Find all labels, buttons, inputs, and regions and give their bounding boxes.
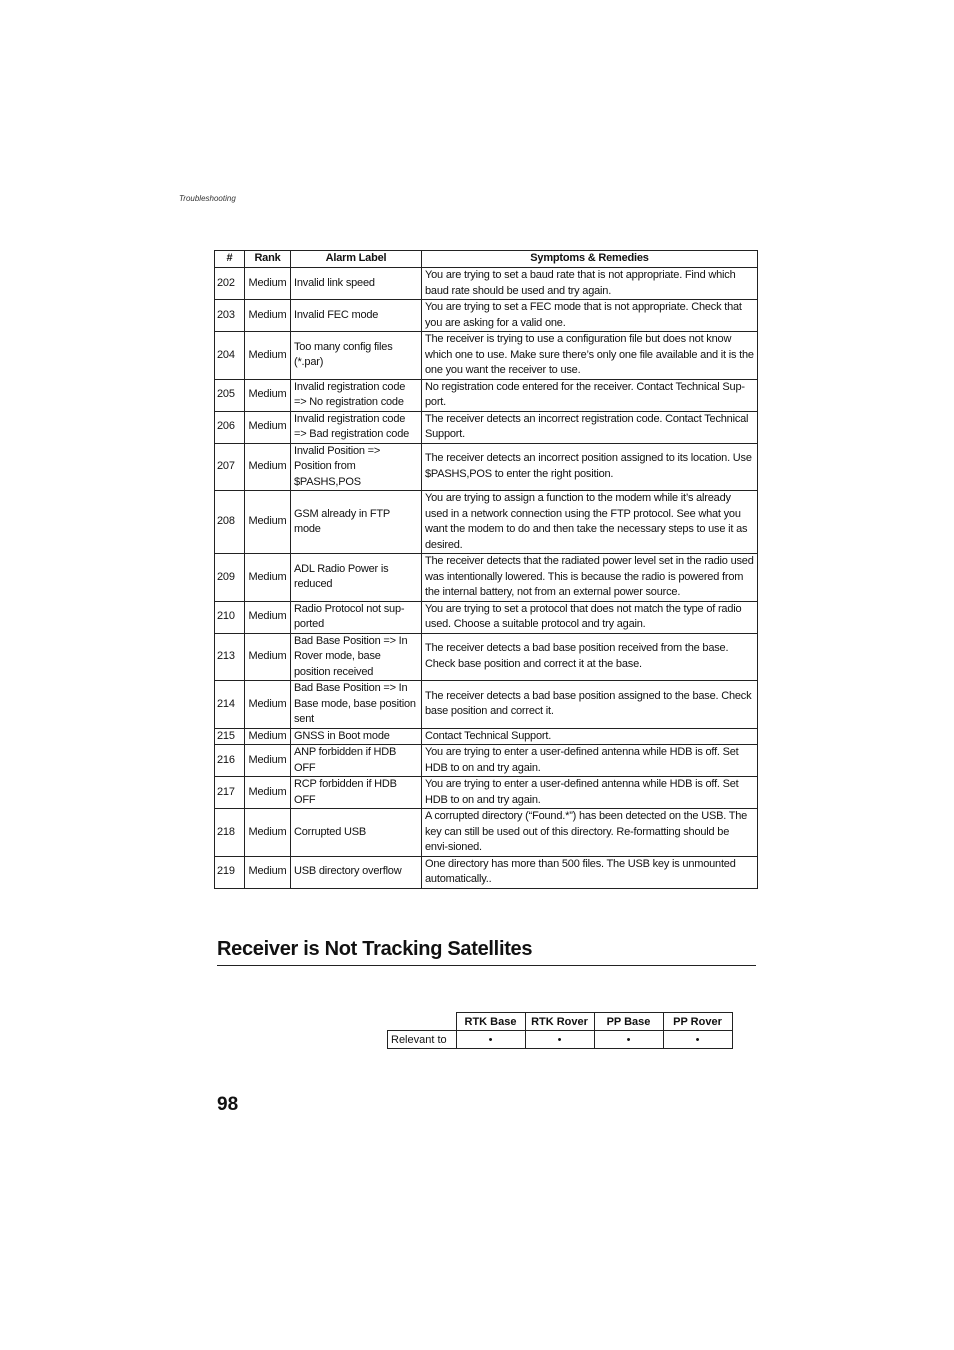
alarm-number: 219 <box>215 856 245 888</box>
alarm-rank: Medium <box>245 268 291 300</box>
table-row <box>215 411 758 443</box>
alarm-label: Invalid registration code => Bad registration code <box>291 411 422 443</box>
alarm-remedy: The receiver detects an incorrect registration code. Contact Technical Support. <box>422 411 758 443</box>
alarm-rank: Medium <box>245 745 291 777</box>
alarm-number: 209 <box>215 554 245 602</box>
alarm-table <box>214 250 758 889</box>
column-header-alarm-label: Alarm Label <box>291 251 422 268</box>
relevance-col-pp-base: PP Base <box>594 1013 663 1031</box>
alarm-remedy: You are trying to set a FEC mode that is not appropriate. Check that you are asking for a valid one. <box>422 300 758 332</box>
alarm-rank: Medium <box>245 554 291 602</box>
alarm-remedy: A corrupted directory (“Found.*”) has been detected on the USB. The key can still be used out of this directory. Re-formatting should be envi-sioned. <box>422 809 758 857</box>
alarm-remedy: The receiver detects that the radiated power level set in the radio used was intentionally lowered. This is because the radio is powered from the internal battery, not from an external power source. <box>422 554 758 602</box>
alarm-label: Too many config files (*.par) <box>291 332 422 380</box>
relevance-table <box>387 1012 733 1049</box>
alarm-number: 216 <box>215 745 245 777</box>
alarm-number: 215 <box>215 728 245 745</box>
alarm-remedy: One directory has more than 500 files. The USB key is unmounted automatically.. <box>422 856 758 888</box>
running-head: Troubleshooting <box>179 194 236 203</box>
alarm-remedy: Contact Technical Support. <box>422 728 758 745</box>
column-header-symptoms: Symptoms & Remedies <box>422 251 758 268</box>
table-row <box>215 601 758 633</box>
alarm-rank: Medium <box>245 443 291 491</box>
table-row <box>215 379 758 411</box>
alarm-label: USB directory overflow <box>291 856 422 888</box>
relevance-corner <box>388 1013 457 1031</box>
alarm-number: 218 <box>215 809 245 857</box>
alarm-label: Corrupted USB <box>291 809 422 857</box>
alarm-label: Invalid FEC mode <box>291 300 422 332</box>
table-row <box>215 268 758 300</box>
alarm-rank: Medium <box>245 728 291 745</box>
alarm-remedy: You are trying to assign a function to the modem while it’s already used in a network connection using the FTP protocol. See what you want the modem to do and then take the necessary steps to use it as desired. <box>422 491 758 554</box>
relevance-col-pp-rover: PP Rover <box>663 1013 732 1031</box>
alarm-label: Bad Base Position => In Rover mode, base position received <box>291 633 422 681</box>
alarm-label: RCP forbidden if HDB OFF <box>291 777 422 809</box>
page-number: 98 <box>217 1094 239 1115</box>
alarm-rank: Medium <box>245 411 291 443</box>
alarm-number: 217 <box>215 777 245 809</box>
alarm-number: 208 <box>215 491 245 554</box>
alarm-number: 206 <box>215 411 245 443</box>
relevance-mark-pp-rover: • <box>663 1031 732 1049</box>
alarm-remedy: The receiver is trying to use a configuration file but does not know which one to use. Make sure there’s only one file available and it is the one you want the receiver to use. <box>422 332 758 380</box>
table-row <box>215 633 758 681</box>
relevance-col-rtk-base: RTK Base <box>456 1013 525 1031</box>
column-header-rank: Rank <box>245 251 291 268</box>
relevance-row <box>388 1031 733 1049</box>
alarm-rank: Medium <box>245 491 291 554</box>
table-row <box>215 554 758 602</box>
alarm-table-header <box>215 251 758 268</box>
alarm-number: 202 <box>215 268 245 300</box>
alarm-number: 207 <box>215 443 245 491</box>
alarm-number: 213 <box>215 633 245 681</box>
relevance-mark-rtk-rover: • <box>525 1031 594 1049</box>
table-row <box>215 728 758 745</box>
alarm-number: 205 <box>215 379 245 411</box>
alarm-label: Invalid registration code => No registration code <box>291 379 422 411</box>
alarm-remedy: The receiver detects an incorrect position assigned to its location. Use $PASHS,POS to enter the right position. <box>422 443 758 491</box>
table-row <box>215 300 758 332</box>
table-row <box>215 745 758 777</box>
relevance-row-label: Relevant to <box>388 1031 457 1049</box>
alarm-rank: Medium <box>245 809 291 857</box>
alarm-remedy: The receiver detects a bad base position assigned to the base. Check base position and correct it. <box>422 681 758 729</box>
alarm-rank: Medium <box>245 379 291 411</box>
alarm-label: GNSS in Boot mode <box>291 728 422 745</box>
alarm-remedy: You are trying to set a protocol that does not match the type of radio used. Choose a suitable protocol and try again. <box>422 601 758 633</box>
alarm-number: 214 <box>215 681 245 729</box>
alarm-number: 204 <box>215 332 245 380</box>
table-row <box>215 809 758 857</box>
table-row <box>215 491 758 554</box>
alarm-rank: Medium <box>245 856 291 888</box>
alarm-label: Bad Base Position => In Base mode, base position sent <box>291 681 422 729</box>
alarm-rank: Medium <box>245 777 291 809</box>
column-header-number: # <box>215 251 245 268</box>
alarm-remedy: The receiver detects a bad base position received from the base. Check base position and correct it at the base. <box>422 633 758 681</box>
table-row <box>215 332 758 380</box>
relevance-mark-rtk-base: • <box>456 1031 525 1049</box>
table-row <box>215 777 758 809</box>
section-title: Receiver is Not Tracking Satellites <box>217 938 756 966</box>
alarm-remedy: You are trying to enter a user-defined antenna while HDB is off. Set HDB to on and try again. <box>422 777 758 809</box>
alarm-label: Radio Protocol not sup-ported <box>291 601 422 633</box>
alarm-label: GSM already in FTP mode <box>291 491 422 554</box>
alarm-label: Invalid link speed <box>291 268 422 300</box>
alarm-remedy: No registration code entered for the receiver. Contact Technical Sup-port. <box>422 379 758 411</box>
relevance-col-rtk-rover: RTK Rover <box>525 1013 594 1031</box>
alarm-rank: Medium <box>245 633 291 681</box>
alarm-label: Invalid Position => Position from $PASHS,POS <box>291 443 422 491</box>
alarm-remedy: You are trying to set a baud rate that is not appropriate. Find which baud rate should be used and try again. <box>422 268 758 300</box>
table-row <box>215 856 758 888</box>
relevance-mark-pp-base: • <box>594 1031 663 1049</box>
table-row <box>215 443 758 491</box>
alarm-label: ADL Radio Power is reduced <box>291 554 422 602</box>
alarm-rank: Medium <box>245 300 291 332</box>
alarm-rank: Medium <box>245 332 291 380</box>
relevance-header-row <box>388 1013 733 1031</box>
alarm-rank: Medium <box>245 601 291 633</box>
alarm-number: 203 <box>215 300 245 332</box>
alarm-number: 210 <box>215 601 245 633</box>
alarm-label: ANP forbidden if HDB OFF <box>291 745 422 777</box>
table-row <box>215 681 758 729</box>
alarm-remedy: You are trying to enter a user-defined antenna while HDB is off. Set HDB to on and try again. <box>422 745 758 777</box>
alarm-rank: Medium <box>245 681 291 729</box>
